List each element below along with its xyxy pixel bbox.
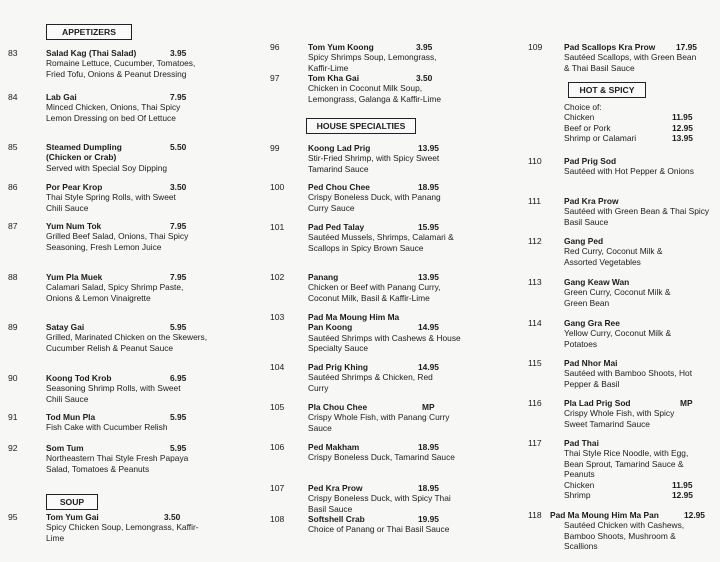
- item-description: Green Curry, Coconut Milk & Green Bean: [564, 287, 671, 308]
- menu-item: [528, 510, 716, 554]
- item-description: Yellow Curry, Coconut Milk & Potatoes: [564, 328, 672, 349]
- option-label: Shrimp: [564, 490, 591, 501]
- item-number: 115: [528, 358, 542, 368]
- item-price: 19.95: [418, 514, 439, 524]
- menu-item: [8, 221, 240, 269]
- item-price: 18.95: [418, 483, 439, 493]
- item-description: Crispy Whole Fish, with Panang Curry Sauce: [308, 412, 450, 433]
- menu-item: [270, 514, 510, 550]
- menu-item: [270, 222, 510, 268]
- item-description: Thai Style Spring Rolls, with Sweet Chili Sauce: [46, 192, 176, 213]
- item-price: 7.95: [170, 92, 187, 102]
- item-description: Romaine Lettuce, Cucumber, Tomatoes, Fried Tofu, Onions & Peanut Dressing: [46, 58, 196, 79]
- item-description: Sautéed with Green Bean & Thai Spicy Basil Sauce: [564, 206, 710, 227]
- menu-item: [8, 92, 240, 136]
- menu-item: [270, 362, 510, 396]
- item-name: Ped Makham: [308, 442, 360, 452]
- item-name: Pad Scallops Kra Prow: [564, 42, 656, 52]
- menu-item: [8, 373, 240, 409]
- item-price: 3.95: [170, 48, 187, 58]
- item-number: 108: [270, 514, 285, 524]
- item-number: 103: [270, 312, 285, 322]
- item-price: 3.95: [416, 42, 433, 52]
- item-price: 18.95: [418, 182, 439, 192]
- item-number: 105: [270, 402, 285, 412]
- item-name: Softshell Crab: [308, 514, 365, 524]
- item-number: 109: [528, 42, 543, 52]
- appetizers-header: APPETIZERS: [46, 24, 132, 40]
- choice-price: 11.95: [672, 112, 693, 123]
- column-hot-spicy: [528, 0, 716, 562]
- menu-item: [8, 412, 240, 436]
- menu-item: [8, 182, 240, 218]
- item-description: Sautéed Shrimps & Chicken, Red Curry: [308, 372, 433, 393]
- item-description: Crispy Boneless Duck, Tamarind Sauce: [308, 452, 455, 463]
- item-description: Sautéed Mussels, Shrimps, Calamari & Scallops in Spicy Brown Sauce: [308, 232, 454, 253]
- item-description: Sautéed with Hot Pepper & Onions: [564, 166, 694, 177]
- choices-title: Choice of:: [564, 102, 602, 112]
- menu-item: [528, 277, 716, 311]
- item-name: Pad Prig Sod: [564, 156, 617, 166]
- item-number: 85: [8, 142, 18, 152]
- item-number: 102: [270, 272, 285, 282]
- item-name: Koong Lad Prig: [308, 143, 371, 153]
- option-price: 12.95: [672, 490, 693, 501]
- item-number: 116: [528, 398, 542, 408]
- item-description: Sautéed Shrimps with Cashews & House Specialty Sauce: [308, 332, 461, 354]
- item-number: 95: [8, 512, 18, 522]
- menu-item: [8, 322, 240, 370]
- menu-item: [528, 318, 716, 352]
- item-number: 104: [270, 362, 285, 372]
- item-name: Ped Chou Chee: [308, 182, 370, 192]
- item-name: Lab Gai: [46, 92, 77, 102]
- column-soup-house-specialties: [270, 0, 510, 562]
- choice-price: 12.95: [672, 122, 693, 133]
- item-description: Red Curry, Coconut Milk & Assorted Vegetables: [564, 246, 663, 267]
- item-description: Stir-Fried Shrimp, with Spicy Sweet Tamarind Sauce: [308, 153, 440, 174]
- item-description: Minced Chicken, Onions, Thai Spicy Lemon Dressing on bed Of Lettuce: [46, 102, 181, 123]
- item-number: 106: [270, 442, 285, 452]
- item-description: Crispy Whole Fish, with Spicy Sweet Tamarind Sauce: [564, 408, 675, 429]
- menu-item: [528, 42, 716, 76]
- item-description: Served with Special Soy Dipping: [46, 162, 168, 173]
- menu-item: [270, 182, 510, 218]
- item-name: Yum Num Tok: [46, 221, 102, 231]
- choice-label: Beef or Pork: [564, 122, 611, 133]
- option-label: Chicken: [564, 479, 595, 490]
- item-number: 101: [270, 222, 285, 232]
- menu-item: [270, 442, 510, 478]
- menu-item: [270, 143, 510, 179]
- soup-header: SOUP: [46, 494, 98, 510]
- item-price: 3.50: [164, 512, 181, 522]
- menu-item: [270, 312, 510, 358]
- item-price: 13.95: [418, 272, 439, 282]
- item-number: 84: [8, 92, 18, 102]
- menu-item: [528, 236, 716, 270]
- choice-option: [564, 133, 714, 143]
- item-number: 86: [8, 182, 18, 192]
- column-appetizers: [8, 0, 240, 562]
- item-number: 111: [528, 196, 542, 206]
- item-price: 15.95: [418, 222, 439, 232]
- menu-item: [528, 358, 716, 392]
- item-number: 88: [8, 272, 18, 282]
- item-name: Pla Lad Prig Sod: [564, 398, 631, 408]
- item-name: Pad Kra Prow: [564, 196, 619, 206]
- item-price: 6.95: [170, 373, 187, 383]
- menu-item: [528, 196, 716, 230]
- item-name: Panang: [308, 272, 339, 282]
- item-number: 110: [528, 156, 542, 166]
- item-name: Koong Tod Krob: [46, 373, 112, 383]
- item-number: 87: [8, 221, 18, 231]
- menu-item: [270, 73, 510, 117]
- menu-item: [8, 48, 240, 92]
- menu-item: [8, 142, 240, 182]
- item-number: 92: [8, 443, 18, 453]
- item-number: 99: [270, 143, 280, 153]
- item-description: Thai Style Rice Noodle, with Egg, Bean Sprout, Tamarind Sauce & Peanuts: [564, 448, 689, 480]
- item-price: 12.95: [684, 510, 705, 520]
- padthai-option: [564, 480, 714, 490]
- item-price: 18.95: [418, 442, 439, 452]
- item-number: 118: [528, 510, 542, 520]
- menu-item: [528, 156, 716, 190]
- menu-item: [528, 398, 716, 432]
- item-description: Spicy Shrimps Soup, Lemongrass, Kaffir-Lime: [308, 52, 437, 73]
- item-name: Pad Ma Moung Him Ma Pan: [550, 510, 659, 520]
- menu-item: [8, 512, 240, 548]
- choice-label: Shrimp or Calamari: [564, 133, 637, 144]
- choice-label: Chicken: [564, 112, 595, 123]
- item-description: Sautéed with Bamboo Shoots, Hot Pepper & Basil: [564, 368, 693, 389]
- item-price: 3.50: [416, 73, 433, 83]
- item-name: Pad Ma Moung Him Ma Pan Koong: [308, 312, 400, 333]
- item-number: 89: [8, 322, 18, 332]
- item-price: 7.95: [170, 221, 187, 231]
- item-price: 5.95: [170, 412, 187, 422]
- menu-item: [270, 42, 510, 76]
- item-price: MP: [422, 402, 435, 412]
- item-description: Seasoning Shrimp Rolls, with Sweet Chili Sauce: [46, 383, 181, 404]
- item-price: 5.95: [170, 443, 187, 453]
- item-name: Salad Kag (Thai Salad): [46, 48, 137, 58]
- item-description: Chicken in Coconut Milk Soup, Lemongrass, Galanga & Kaffir-Lime: [308, 83, 441, 104]
- item-description: Fish Cake with Cucumber Relish: [46, 422, 168, 433]
- item-description: Northeastern Thai Style Fresh Papaya Salad, Tomatoes & Peanuts: [46, 453, 189, 474]
- item-name: Satay Gai: [46, 322, 85, 332]
- item-price: MP: [680, 398, 693, 408]
- item-price: 14.95: [418, 322, 439, 332]
- item-name: Pad Nhor Mai: [564, 358, 618, 368]
- hot-spicy-header: HOT & SPICY: [568, 82, 646, 98]
- item-number: 107: [270, 483, 285, 493]
- item-price: 5.95: [170, 322, 187, 332]
- item-description: Sautéed Chicken with Cashews, Bamboo Shoots, Mushroom & Scallions: [564, 520, 685, 552]
- choice-price: 13.95: [672, 133, 693, 144]
- item-name: Tom Yum Koong: [308, 42, 374, 52]
- item-name: Tom Yum Gai: [46, 512, 99, 522]
- item-name: Gang Gra Ree: [564, 318, 620, 328]
- item-description: Calamari Salad, Spicy Shrimp Paste, Onions & Lemon Vinaigrette: [46, 282, 184, 303]
- item-number: 112: [528, 236, 542, 246]
- menu-item: [8, 443, 240, 491]
- menu-item: [270, 402, 510, 438]
- choice-option: [564, 123, 714, 133]
- item-description: Crispy Boneless Duck, with Spicy Thai Basil Sauce: [308, 493, 451, 514]
- option-price: 11.95: [672, 479, 693, 490]
- item-description: Spicy Chicken Soup, Lemongrass, Kaffir-Lime: [46, 522, 199, 543]
- item-name: Pla Chou Chee: [308, 402, 368, 412]
- menu-item: [8, 272, 240, 320]
- item-name: Por Pear Krop: [46, 182, 103, 192]
- item-number: 90: [8, 373, 18, 383]
- item-name: Gang Ped: [564, 236, 604, 246]
- item-number: 96: [270, 42, 280, 52]
- menu-item: [528, 438, 716, 502]
- item-number: 100: [270, 182, 285, 192]
- item-number: 97: [270, 73, 280, 83]
- item-price: 17.95: [676, 42, 697, 52]
- item-name: Steamed Dumpling (Chicken or Crab): [46, 142, 122, 163]
- item-name: Tod Mun Pla: [46, 412, 96, 422]
- padthai-option: [564, 490, 714, 500]
- item-number: 114: [528, 318, 542, 328]
- item-name: Pad Ped Talay: [308, 222, 365, 232]
- item-description: Grilled, Marinated Chicken on the Skewers, Cucumber Relish & Peanut Sauce: [46, 332, 208, 353]
- hot-spicy-choices: [564, 102, 714, 144]
- choice-option: [564, 112, 714, 122]
- item-name: Pad Prig Khing: [308, 362, 369, 372]
- item-price: 13.95: [418, 143, 439, 153]
- item-number: 83: [8, 48, 18, 58]
- item-name: Ped Kra Prow: [308, 483, 363, 493]
- item-name: Tom Kha Gai: [308, 73, 360, 83]
- item-description: Crispy Boneless Duck, with Panang Curry Sauce: [308, 192, 441, 213]
- item-number: 117: [528, 438, 542, 448]
- item-price: 7.95: [170, 272, 187, 282]
- item-description: Grilled Beef Salad, Onions, Thai Spicy Seasoning, Fresh Lemon Juice: [46, 231, 189, 252]
- item-name: Pad Thai: [564, 438, 599, 448]
- item-price: 14.95: [418, 362, 439, 372]
- item-number: 91: [8, 412, 18, 422]
- item-description: Choice of Panang or Thai Basil Sauce: [308, 524, 450, 535]
- item-number: 113: [528, 277, 542, 287]
- item-name: Yum Pla Muek: [46, 272, 103, 282]
- item-description: Sautéed Scallops, with Green Bean & Thai Basil Sauce: [564, 52, 697, 73]
- item-name: Som Tum: [46, 443, 84, 453]
- item-description: Chicken or Beef with Panang Curry, Coconut Milk, Basil & Kaffir-Lime: [308, 282, 441, 303]
- house-specialties-header: HOUSE SPECIALTIES: [306, 118, 416, 134]
- item-price: 5.50: [170, 142, 187, 152]
- item-name: Gang Keaw Wan: [564, 277, 630, 287]
- item-price: 3.50: [170, 182, 187, 192]
